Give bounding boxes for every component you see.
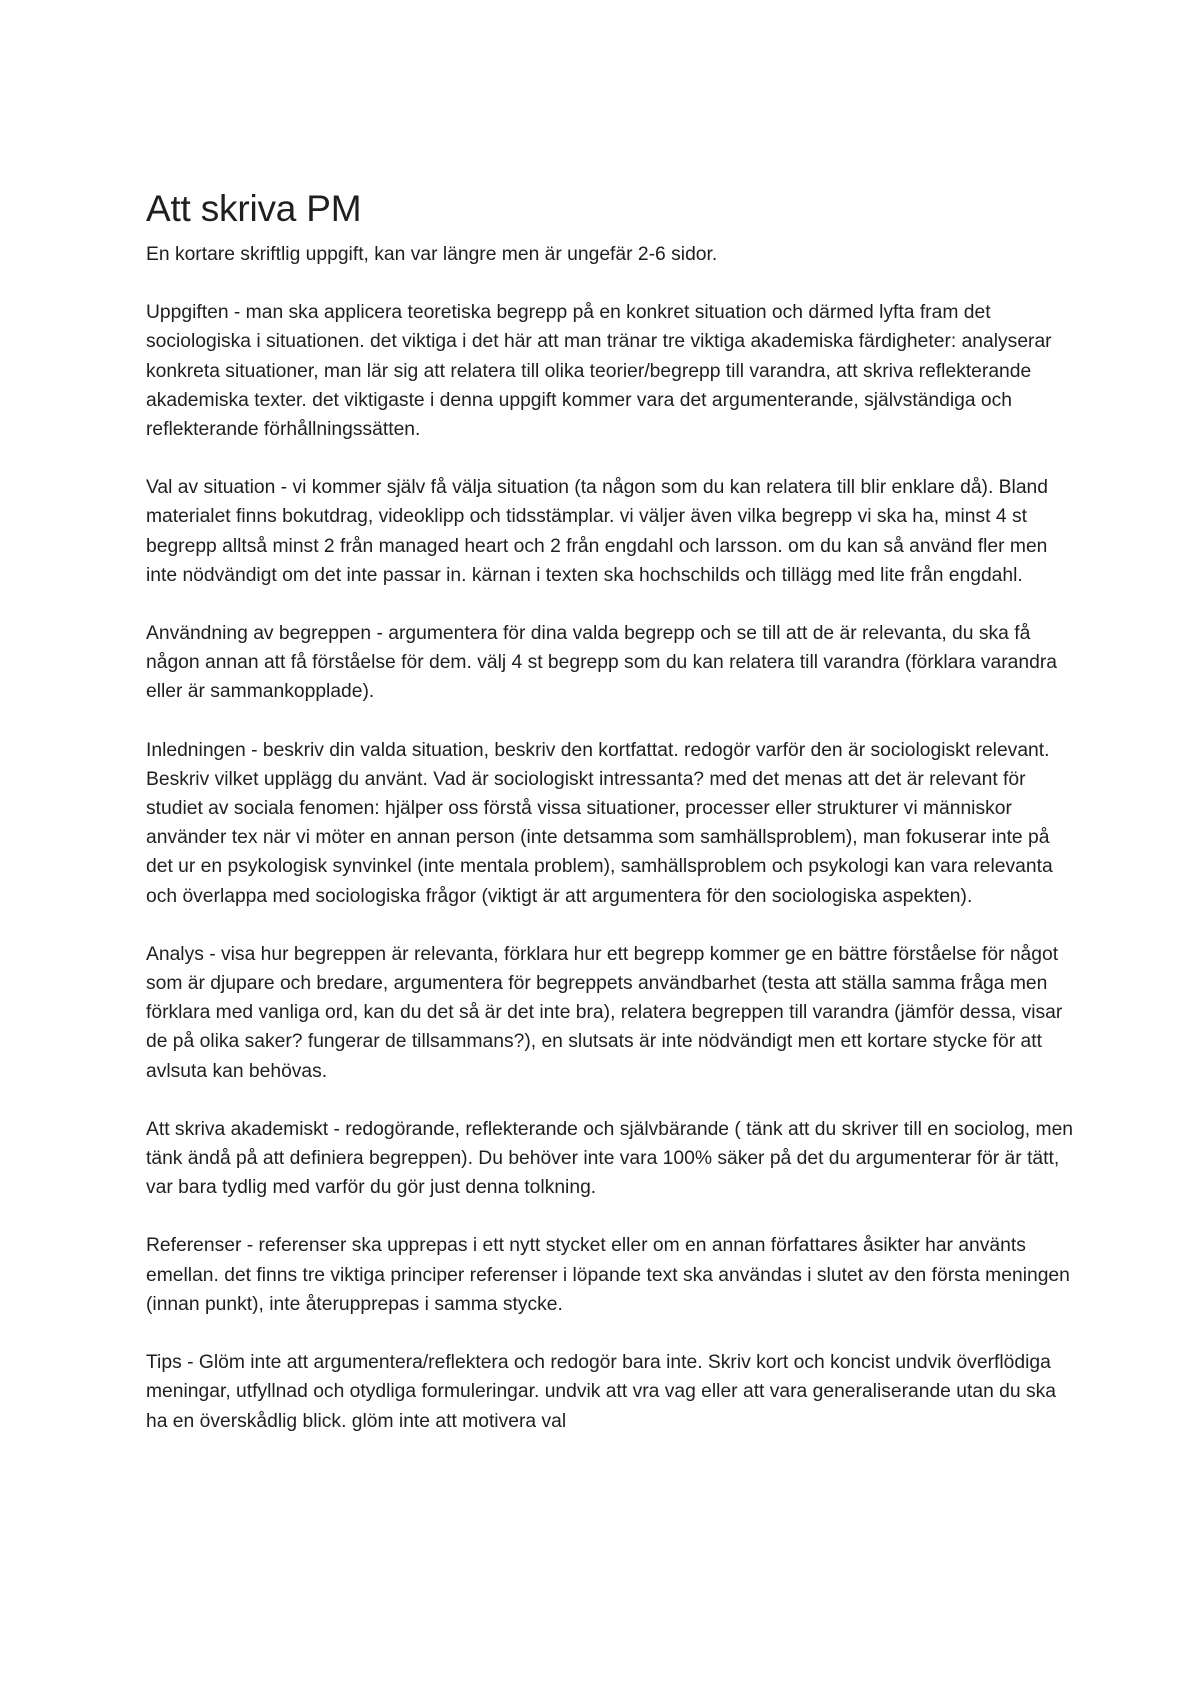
paragraph-referenser: Referenser - referenser ska upprepas i ett nytt stycket eller om en annan författares åsikter har använts emellan. det finns tre viktiga principer referenser i löpande text ska användas i slutet av den första meningen (innan punkt), inte återupprepas i samma stycke. (146, 1235, 1070, 1315)
paragraph-uppgiften: Uppgiften - man ska applicera teoretiska begrepp på en konkret situation och därmed lyfta fram det sociologiska i situationen. det viktiga i det här att man tränar tre viktiga akademiska färdigheter: analyserar konkreta situationer, man lär sig att relatera till olika teorier/begrepp till varandra, att skriva reflekterande akademiska texter. det viktigaste i denna uppgift kommer vara det argumenterande, självständiga och reflekterande förhållningssätten. (146, 302, 1052, 441)
paragraph-inledningen: Inledningen - beskriv din valda situation, beskriv den kortfattat. redogör varför den är sociologiskt relevant. Beskriv vilket upplägg du använt. Vad är sociologiskt intressanta? med det menas att det är relevant för studiet av sociala fenomen: hjälper oss förstå vissa situationer, processer eller strukturer vi människor använder tex när vi möter en annan person (inte detsamma som samhällsproblem), man fokuserar inte på det ur en psykologisk synvinkel (inte mentala problem), samhällsproblem och psykologi kan vara relevanta och överlappa med sociologiska frågor (viktigt är att argumentera för den sociologiska aspekten). (146, 739, 1053, 907)
paragraph-att-skriva-akademiskt: Att skriva akademiskt - redogörande, reflekterande och självbärande ( tänk att du skriver till en sociolog, men tänk ändå på att definiera begreppen). Du behöver inte vara 100% säker på det du argumenterar för är tätt, var bara tydlig med varför du gör just denna tolkning. (146, 1118, 1074, 1199)
document-title: Att skriva PM (146, 188, 362, 229)
paragraph-tips: Tips - Glöm inte att argumentera/reflektera och redogör bara inte. Skriv kort och koncist undvik överflödiga meningar, utfyllnad och otydliga formuleringar. undvik att vra vag eller att vara generaliserande utan du ska ha en överskådlig blick. glöm inte att motivera val (146, 1352, 1056, 1432)
paragraph-anvandning-av-begreppen: Användning av begreppen - argumentera för dina valda begrepp och se till att de är relevanta, du ska få någon annan att få förståelse för dem. välj 4 st begrepp som du kan relatera till varandra (förklara varandra eller är sammankopplade). (146, 623, 1058, 703)
document-body (146, 186, 1076, 1465)
paragraph-val-av-situation: Val av situation - vi kommer själv få välja situation (ta någon som du kan relatera till blir enklare då). Bland materialet finns bokutdrag, videoklipp och tidsstämplar. vi väljer även vilka begrepp vi ska ha, minst 4 st begrepp alltså minst 2 från managed heart och 2 från engdahl och larsson. om du kan så använd fler men inte nödvändigt om det inte passar in. kärnan i texten ska hochschilds och tillägg med lite från engdahl. (146, 477, 1049, 586)
paragraph-intro: En kortare skriftlig uppgift, kan var längre men är ungefär 2-6 sidor. (146, 244, 718, 265)
paragraph-analys: Analys - visa hur begreppen är relevanta, förklara hur ett begrepp kommer ge en bättre förståelse för något som är djupare och bredare, argumentera för begreppets användbarhet (testa att ställa samma fråga men förklara med vanliga ord, kan du det så är det inte bra), relatera begreppen till varandra (jämför dessa, visar de på olika saker? fungerar de tillsammans?), en slutsats är inte nödvändigt men ett kortare stycke för att avlsuta kan behövas. (146, 943, 1063, 1082)
